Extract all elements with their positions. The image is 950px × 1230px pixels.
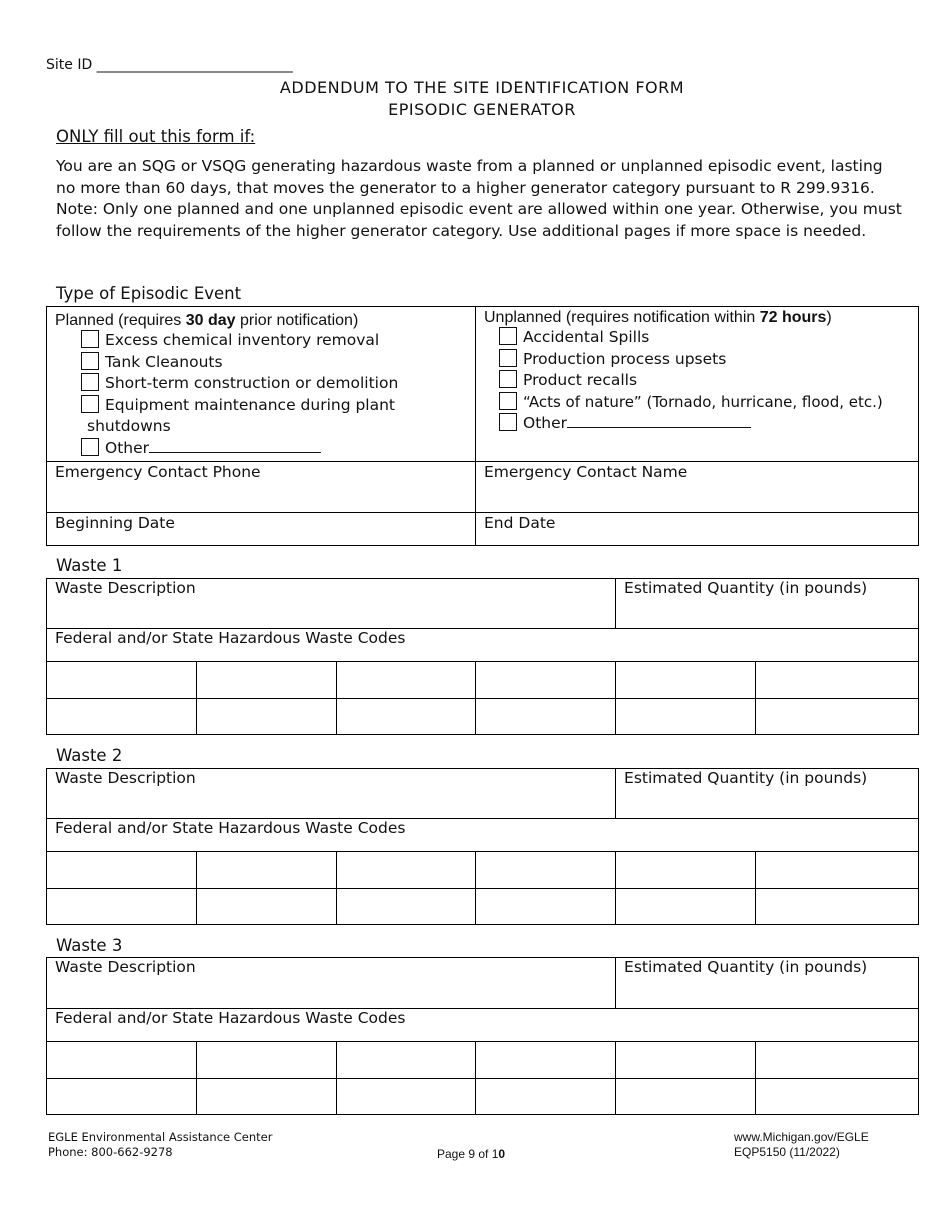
waste-code-cell[interactable] bbox=[476, 1079, 616, 1115]
footer-left bbox=[48, 1130, 272, 1160]
checkbox[interactable] bbox=[499, 413, 517, 431]
waste-code-cell[interactable] bbox=[476, 889, 616, 925]
checkbox[interactable] bbox=[499, 392, 517, 410]
waste-code-cell[interactable] bbox=[337, 662, 476, 699]
intro-paragraph: You are an SQG or VSQG generating hazardous waste from a planned or unplanned episodic event, lasting no more than 60 days, that moves the generator to a higher generator category pursuant to R 299.9316. Note: Only one planned and one unplanned episodic event are allowed within one year. Otherwise, you must follow the requirements of the higher generator category. Use additional pages if more space is needed. bbox=[56, 157, 902, 240]
waste-code-cell[interactable] bbox=[616, 699, 756, 735]
waste-code-cell[interactable] bbox=[47, 699, 197, 735]
waste-code-cell[interactable] bbox=[197, 889, 337, 925]
unplanned-header: Unplanned (requires notification within 72 hours) bbox=[484, 309, 832, 326]
site-id-field[interactable] bbox=[46, 57, 293, 73]
waste-description-field[interactable] bbox=[47, 769, 616, 819]
unplanned-cell bbox=[476, 307, 919, 462]
waste-code-cell[interactable] bbox=[337, 699, 476, 735]
planned-option-other[interactable]: Other bbox=[81, 438, 475, 460]
waste-code-cell[interactable] bbox=[197, 852, 337, 889]
waste-code-cell[interactable] bbox=[337, 889, 476, 925]
planned-option-maintenance-cont: shutdowns bbox=[87, 417, 171, 435]
checkbox[interactable] bbox=[81, 352, 99, 370]
waste-codes-label: Federal and/or State Hazardous Waste Codes bbox=[55, 1009, 406, 1027]
planned-option-inventory[interactable]: Excess chemical inventory removal bbox=[81, 330, 475, 352]
emergency-phone-label: Emergency Contact Phone bbox=[55, 463, 261, 481]
episodic-type-heading: Type of Episodic Event bbox=[56, 284, 242, 303]
beginning-date-field[interactable] bbox=[47, 513, 476, 546]
estimated-quantity-field[interactable] bbox=[616, 958, 919, 1009]
waste-code-cell[interactable] bbox=[476, 699, 616, 735]
waste-code-cell[interactable] bbox=[616, 889, 756, 925]
waste-table bbox=[46, 768, 919, 925]
waste-heading: Waste 2 bbox=[56, 746, 123, 765]
checkbox[interactable] bbox=[81, 395, 99, 413]
estimated-quantity-field[interactable] bbox=[616, 579, 919, 629]
estimated-quantity-label: Estimated Quantity (in pounds) bbox=[624, 579, 868, 597]
checkbox[interactable] bbox=[499, 327, 517, 345]
footer-website-link[interactable]: www.Michigan.gov/EGLE bbox=[734, 1130, 869, 1144]
waste-code-cell[interactable] bbox=[337, 852, 476, 889]
waste-codes-label: Federal and/or State Hazardous Waste Codes bbox=[55, 629, 406, 647]
footer-center-name: EGLE Environmental Assistance Center bbox=[48, 1130, 273, 1144]
footer-right bbox=[734, 1130, 869, 1160]
waste-code-cell[interactable] bbox=[756, 662, 919, 699]
waste-code-cell[interactable] bbox=[616, 662, 756, 699]
checkbox[interactable] bbox=[499, 370, 517, 388]
planned-option-construction[interactable]: Short-term construction or demolition bbox=[81, 373, 475, 395]
only-fill-label: ONLY fill out this form if: bbox=[56, 127, 256, 146]
checkbox[interactable] bbox=[81, 373, 99, 391]
waste-code-cell[interactable] bbox=[756, 699, 919, 735]
waste-codes-label: Federal and/or State Hazardous Waste Codes bbox=[55, 819, 406, 837]
end-date-field[interactable] bbox=[476, 513, 919, 546]
waste-code-cell[interactable] bbox=[616, 852, 756, 889]
waste-description-field[interactable] bbox=[47, 958, 616, 1009]
waste-description-label: Waste Description bbox=[55, 958, 196, 976]
emergency-name-label: Emergency Contact Name bbox=[484, 463, 688, 481]
unplanned-option-spills[interactable]: Accidental Spills bbox=[499, 327, 918, 349]
waste-code-cell[interactable] bbox=[47, 889, 197, 925]
form-subtitle: EPISODIC GENERATOR bbox=[388, 100, 576, 119]
checkbox[interactable] bbox=[499, 349, 517, 367]
checkbox[interactable] bbox=[81, 438, 99, 456]
waste-description-label: Waste Description bbox=[55, 769, 196, 787]
waste-codes-row bbox=[47, 1009, 919, 1042]
waste-code-cell[interactable] bbox=[47, 662, 197, 699]
unplanned-option-upsets[interactable]: Production process upsets bbox=[499, 349, 918, 371]
waste-description-field[interactable] bbox=[47, 579, 616, 629]
estimated-quantity-label: Estimated Quantity (in pounds) bbox=[624, 769, 868, 787]
footer-phone: Phone: 800-662-9278 bbox=[48, 1145, 173, 1159]
waste-code-cell[interactable] bbox=[756, 889, 919, 925]
unplanned-other-line[interactable] bbox=[567, 413, 751, 428]
waste-code-cell[interactable] bbox=[47, 852, 197, 889]
estimated-quantity-label: Estimated Quantity (in pounds) bbox=[624, 958, 868, 976]
waste-code-cell[interactable] bbox=[616, 1042, 756, 1079]
waste-code-cell[interactable] bbox=[337, 1042, 476, 1079]
planned-option-maintenance[interactable]: Equipment maintenance during plant bbox=[81, 395, 475, 417]
waste-code-cell[interactable] bbox=[47, 1042, 197, 1079]
unplanned-option-recalls[interactable]: Product recalls bbox=[499, 370, 918, 392]
waste-code-cell[interactable] bbox=[47, 1079, 197, 1115]
planned-other-line[interactable] bbox=[149, 438, 321, 453]
page-number: Page 9 of 10 bbox=[437, 1147, 506, 1161]
site-id-blank[interactable]: ____________________________ bbox=[96, 57, 293, 73]
waste-codes-row bbox=[47, 629, 919, 662]
beginning-date-label: Beginning Date bbox=[55, 514, 175, 532]
checkbox[interactable] bbox=[81, 330, 99, 348]
waste-code-cell[interactable] bbox=[756, 1042, 919, 1079]
waste-code-cell[interactable] bbox=[197, 699, 337, 735]
site-id-label: Site ID bbox=[46, 57, 93, 73]
waste-code-cell[interactable] bbox=[197, 1042, 337, 1079]
planned-header: Planned (requires 30 day prior notification) bbox=[55, 312, 359, 329]
waste-code-cell[interactable] bbox=[476, 852, 616, 889]
unplanned-option-nature[interactable]: “Acts of nature” (Tornado, hurricane, flood, etc.) bbox=[499, 392, 918, 414]
waste-code-cell[interactable] bbox=[616, 1079, 756, 1115]
emergency-phone-field[interactable] bbox=[47, 462, 476, 513]
waste-code-cell[interactable] bbox=[476, 1042, 616, 1079]
end-date-label: End Date bbox=[484, 514, 556, 532]
waste-heading: Waste 3 bbox=[56, 936, 123, 955]
waste-codes-row bbox=[47, 819, 919, 852]
form-title: ADDENDUM TO THE SITE IDENTIFICATION FORM bbox=[279, 78, 685, 97]
planned-cell bbox=[47, 307, 476, 462]
waste-code-cell[interactable] bbox=[756, 852, 919, 889]
estimated-quantity-field[interactable] bbox=[616, 769, 919, 819]
waste-code-cell[interactable] bbox=[197, 662, 337, 699]
planned-option-tank[interactable]: Tank Cleanouts bbox=[81, 352, 475, 374]
waste-description-label: Waste Description bbox=[55, 579, 196, 597]
waste-code-cell[interactable] bbox=[197, 1079, 337, 1115]
footer-form-number: EQP5150 (11/2022) bbox=[734, 1145, 840, 1159]
waste-table bbox=[46, 957, 919, 1115]
waste-code-cell[interactable] bbox=[476, 662, 616, 699]
emergency-name-field[interactable] bbox=[476, 462, 919, 513]
waste-heading: Waste 1 bbox=[56, 556, 123, 575]
unplanned-option-other[interactable]: Other bbox=[499, 413, 918, 435]
waste-table bbox=[46, 578, 919, 735]
episodic-event-table bbox=[46, 306, 919, 546]
waste-code-cell[interactable] bbox=[337, 1079, 476, 1115]
waste-code-cell[interactable] bbox=[756, 1079, 919, 1115]
